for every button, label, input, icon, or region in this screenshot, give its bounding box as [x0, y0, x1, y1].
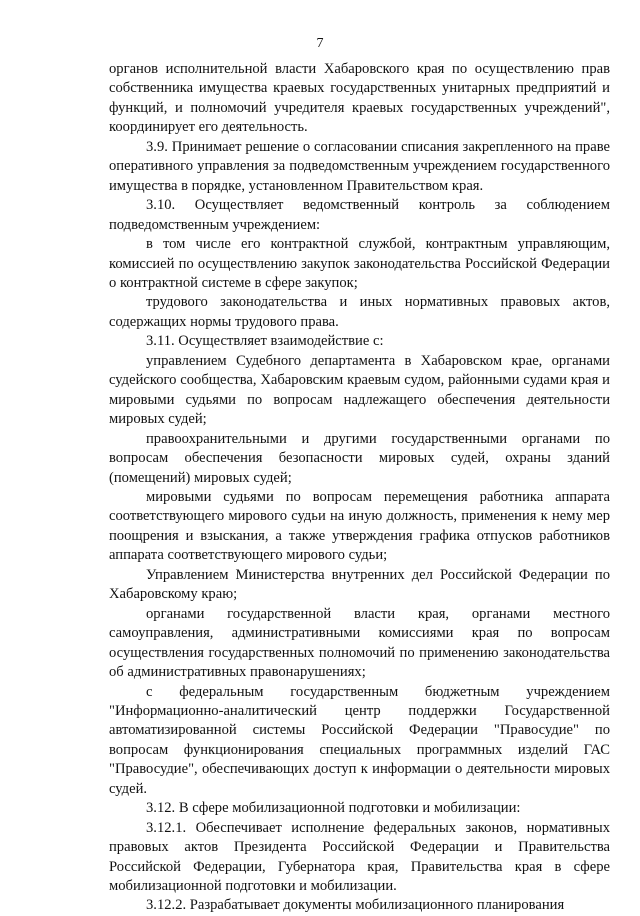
paragraph: трудового законодательства и иных нормативных правовых актов, содержащих нормы трудового права. [109, 294, 610, 330]
paragraph: органов исполнительной власти Хабаровского края по осуществлению прав собственника имущества краевых государственных унитарных предприятий и функций, и полномочий учредителя краевых государственных учреждений", координирует его деятельность. [109, 61, 610, 136]
paragraph: с федеральным государственным бюджетным учреждением "Информационно-аналитический центр поддержки Государственной автоматизированной системы Российской Федерации "Правосудие" по вопросам функционирования специальных программных изделий ГАС "Правосудие", обеспечивающих доступ к информации о деятельности мировых судей. [109, 683, 610, 797]
paragraph: органами государственной власти края, органами местного самоуправления, административными комиссиями края по вопросам осуществления государственных полномочий по применению законодательства об административных правонарушениях; [109, 605, 610, 681]
paragraph: 3.12.2. Разрабатывает документы мобилизационного планирования [146, 897, 565, 914]
paragraph: 3.12.1. Обеспечивает исполнение федеральных законов, нормативных правовых актов Президента Российской Федерации и Правительства Российской Федерации, Губернатора края, Правительства края в сфере мобилизационной подготовки и мобилизации. [109, 819, 610, 895]
page-number: 7 [316, 36, 324, 51]
paragraph: в том числе его контрактной службой, контрактным управляющим, комиссией по осуществлению закупок законодательства Российской Федерации о контрактной системе в сфере закупок; [109, 236, 610, 291]
paragraph: управлением Судебного департамента в Хабаровском крае, органами судейского сообщества, Хабаровским краевым судом, районными судами края и мировыми судьями по вопросам надлежащего обеспечения деятельности мировых судей; [109, 352, 610, 428]
paragraph: 3.12. В сфере мобилизационной подготовки и мобилизации: [146, 800, 521, 817]
paragraph: 3.9. Принимает решение о согласовании списания закрепленного на праве оперативного управления за подведомственным учреждением государственного имущества в порядке, установленном Правительством края. [109, 138, 610, 194]
paragraph: правоохранительными и другими государственными органами по вопросам обеспечения безопасности мировых судей, охраны зданий (помещений) мировых судей; [109, 430, 610, 486]
paragraph: 3.10. Осуществляет ведомственный контроль за соблюдением подведомственным учреждением: [109, 197, 610, 233]
paragraph: мировыми судьями по вопросам перемещения работника аппарата соответствующего мирового судьи на иную должность, применения к нему мер поощрения и взыскания, а также утверждения графика отпусков работников аппарата соответствующего мирового судьи; [109, 488, 610, 564]
paragraph: 3.11. Осуществляет взаимодействие с: [146, 333, 384, 350]
paragraph: Управлением Министерства внутренних дел Российской Федерации по Хабаровскому краю; [109, 566, 610, 603]
document-body [109, 60, 610, 916]
